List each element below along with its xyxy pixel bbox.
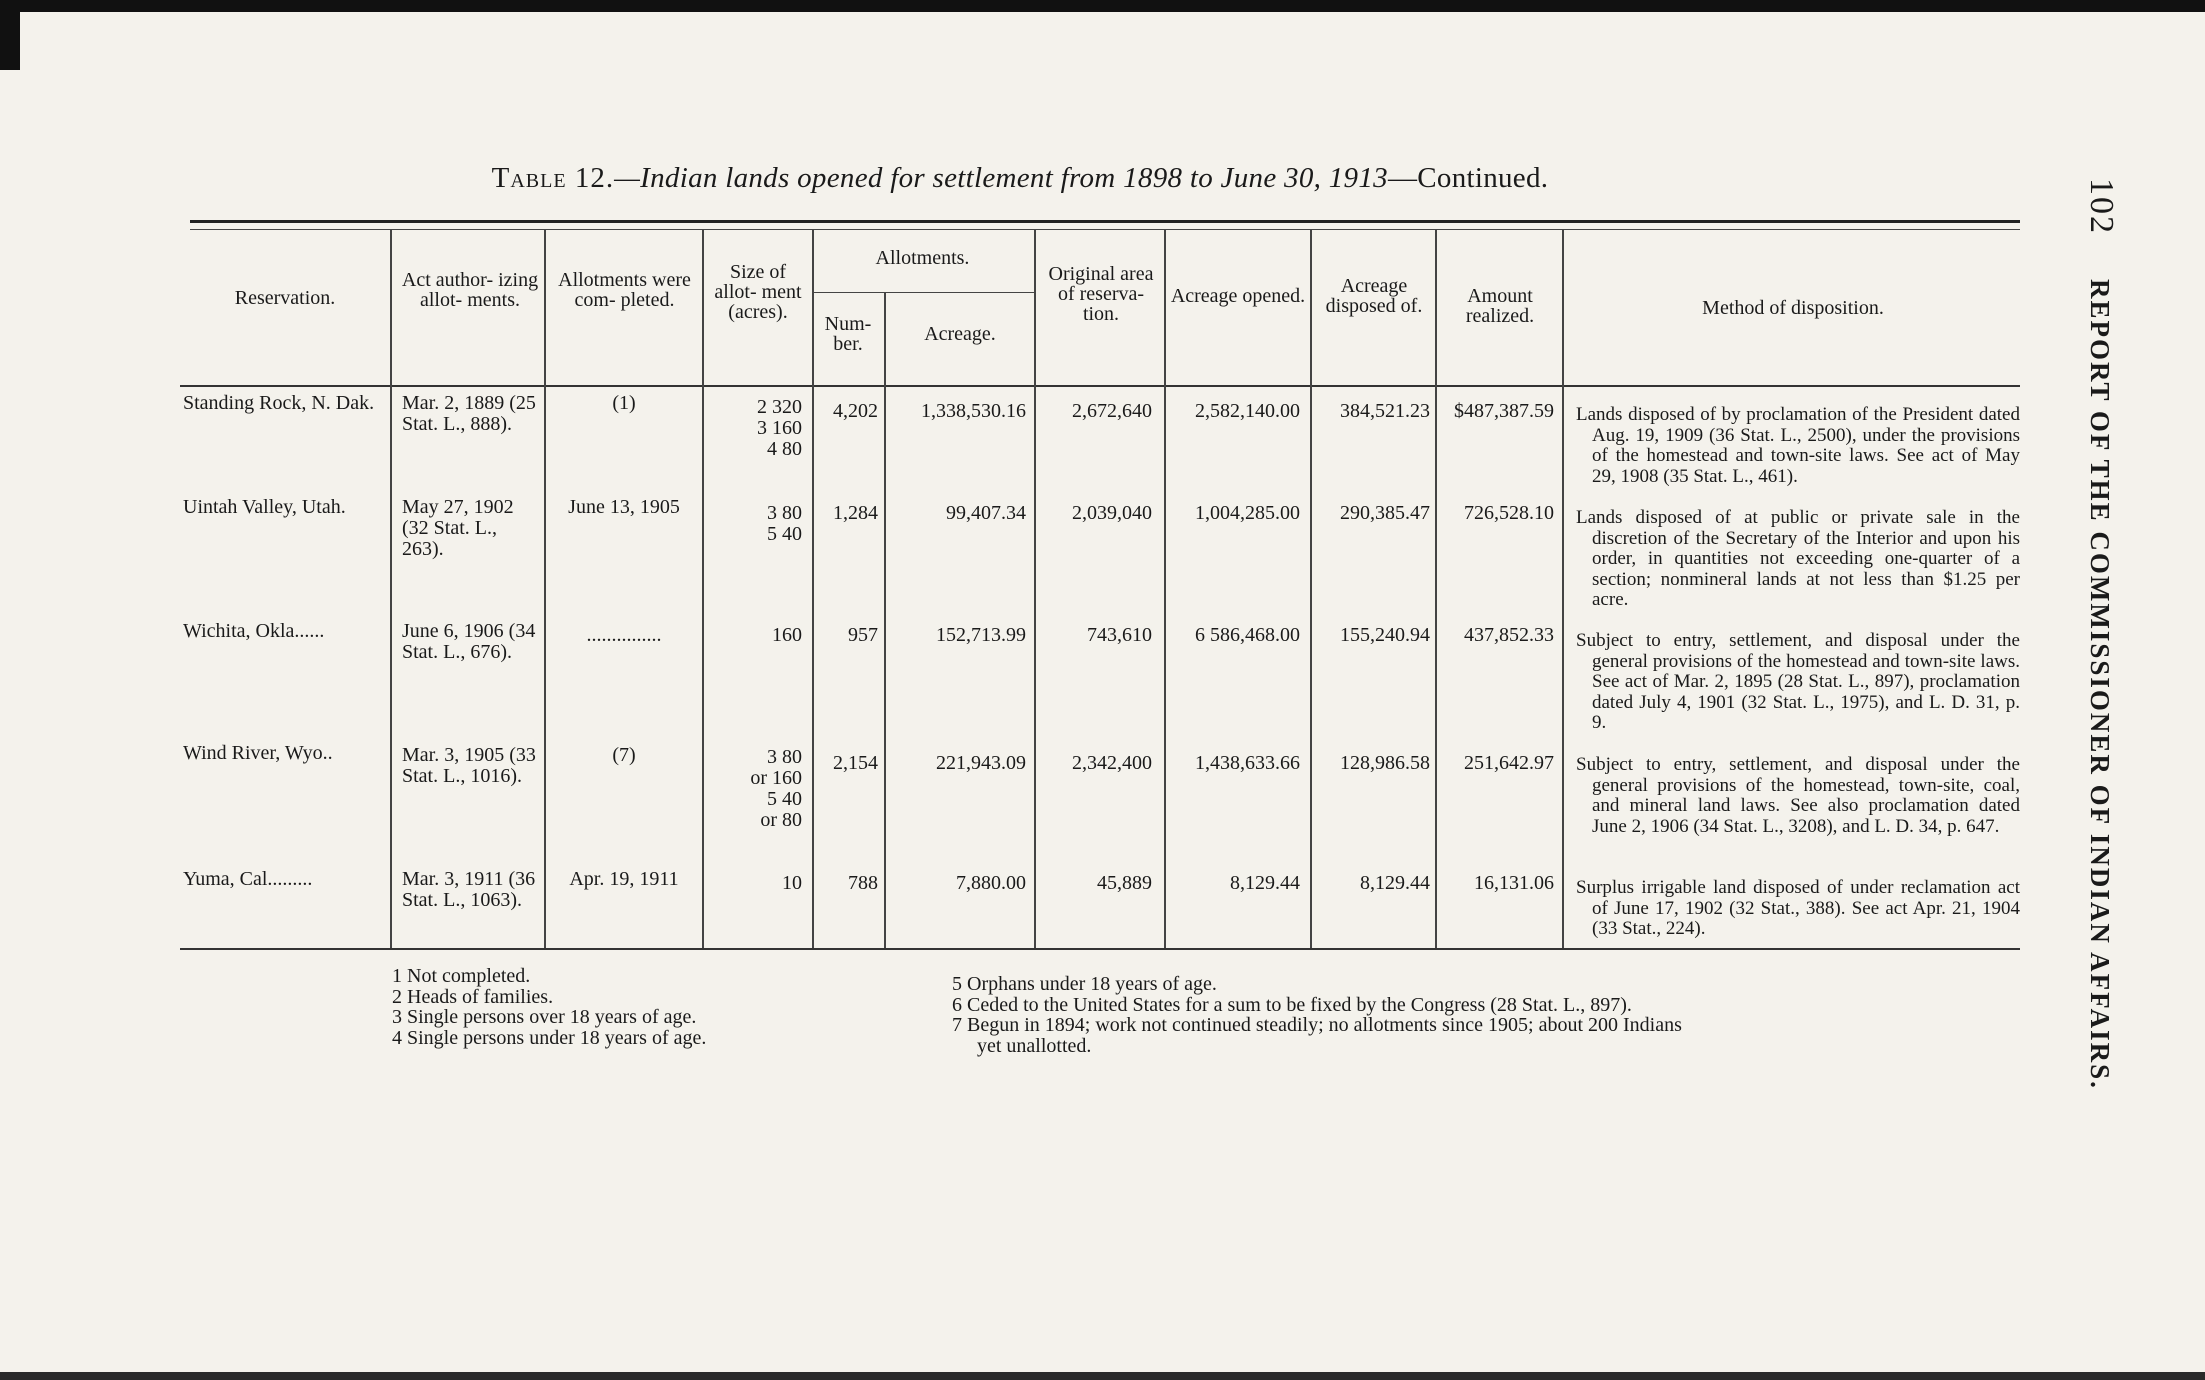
table-row-act: May 27, 1902 (32 Stat. L., 263). bbox=[402, 496, 514, 560]
footnotes-right bbox=[952, 974, 1682, 1056]
table-row-act: Mar. 3, 1911 (36 Stat. L., 1063). bbox=[402, 868, 536, 911]
table-row-completed: (1) bbox=[612, 392, 636, 414]
table-row-act: June 6, 1906 (34 Stat. L., 676). bbox=[402, 620, 536, 663]
table-top-rule-thin bbox=[190, 229, 2020, 230]
table-row-opened: 6 586,468.00 bbox=[1195, 624, 1300, 646]
allotments-subheader-rule bbox=[812, 292, 1034, 293]
table-row-opened: 1,004,285.00 bbox=[1195, 502, 1300, 524]
table-row-reservation: Uintah Valley, Utah. bbox=[183, 496, 346, 518]
table-row-completed: Apr. 19, 1911 bbox=[569, 868, 679, 890]
table-row-size: 160 bbox=[772, 624, 802, 646]
header-number: Num- ber. bbox=[824, 313, 872, 355]
header-rule bbox=[180, 385, 2020, 387]
table-row-act: Mar. 3, 1905 (33 Stat. L., 1016). bbox=[402, 744, 536, 787]
header-amount-realized: Amount realized. bbox=[1465, 285, 1535, 327]
header-size: Size of allot- ment (acres). bbox=[714, 261, 802, 323]
footnote: 7 Begun in 1894; work not continued steadily; no allotments since 1905; about 200 Indians bbox=[952, 1014, 1682, 1036]
table-row-amount: $487,387.59 bbox=[1454, 400, 1554, 422]
scan-bottom-border bbox=[0, 1372, 2205, 1380]
table-row-amount: 437,852.33 bbox=[1464, 624, 1554, 646]
table-row-acreage: 99,407.34 bbox=[946, 502, 1026, 524]
table-row-number: 957 bbox=[848, 624, 878, 646]
table-row-method: Subject to entry, settlement, and disposal under the general provisions of the homestead, town-site, coal, and mineral land laws. See also proclamation dated June 2, 1906 (34 Stat. L., 3208), and L. D. 34, p. 647. bbox=[1576, 754, 2020, 837]
table-title: Table 12.—Indian lands opened for settlement from 1898 to June 30, 1913—Continued. bbox=[491, 162, 1549, 194]
header-completed: Allotments were com- pleted. bbox=[558, 269, 691, 311]
table-row-size: 3 80 or 160 5 40 or 80 bbox=[750, 746, 802, 831]
running-head bbox=[2080, 178, 2120, 1148]
table-row-disposed: 384,521.23 bbox=[1340, 400, 1430, 422]
table-row-acreage: 152,713.99 bbox=[936, 624, 1026, 646]
table-row-original: 2,672,640 bbox=[1072, 400, 1152, 422]
table-bottom-rule bbox=[180, 948, 2020, 950]
table-row-number: 1,284 bbox=[833, 502, 878, 524]
table-row-size: 2 320 3 160 4 80 bbox=[757, 396, 802, 460]
table-row-acreage: 1,338,530.16 bbox=[921, 400, 1026, 422]
table-row-reservation: Yuma, Cal......... bbox=[183, 868, 313, 890]
table-row-act: Mar. 2, 1889 (25 Stat. L., 888). bbox=[402, 392, 536, 435]
column-divider bbox=[1034, 230, 1036, 948]
footnote: 6 Ceded to the United States for a sum to be fixed by the Congress (28 Stat. L., 897). bbox=[952, 993, 1632, 1016]
header-act: Act author- izing allot- ments. bbox=[401, 269, 539, 311]
table-row-number: 2,154 bbox=[833, 752, 878, 774]
table-row-opened: 1,438,633.66 bbox=[1195, 752, 1300, 774]
footnote: yet unallotted. bbox=[977, 1034, 1092, 1057]
table-row-completed: ............... bbox=[586, 625, 662, 646]
footnote: 3 Single persons over 18 years of age. bbox=[392, 1006, 697, 1028]
column-divider bbox=[390, 230, 392, 948]
table-row-reservation: Wichita, Okla...... bbox=[183, 620, 325, 642]
table-row-completed: June 13, 1905 bbox=[568, 496, 680, 518]
table-row-method: Subject to entry, settlement, and disposal under the general provisions of the homestead and town-site laws. See act of Mar. 2, 1895 (28 Stat. L., 897), proclamation dated July 4, 1901 (32 Stat. L., 1975), and L. D. 31, p. 9. bbox=[1576, 630, 2020, 733]
table-row-disposed: 8,129.44 bbox=[1360, 872, 1430, 894]
table-row-method: Surplus irrigable land disposed of under reclamation act of June 17, 1902 (32 Stat., 388). See act Apr. 21, 1904 (33 Stat., 224). bbox=[1576, 877, 2020, 939]
table-row-original: 2,039,040 bbox=[1072, 502, 1152, 524]
table-row-reservation: Standing Rock, N. Dak. bbox=[183, 392, 375, 414]
table-row-size: 3 80 5 40 bbox=[767, 502, 802, 545]
table-row-acreage: 7,880.00 bbox=[956, 872, 1026, 894]
table-row-amount: 16,131.06 bbox=[1474, 872, 1554, 894]
table-row-opened: 8,129.44 bbox=[1230, 872, 1300, 894]
table-top-rule bbox=[190, 220, 2020, 223]
header-method: Method of disposition. bbox=[1702, 297, 1884, 319]
table-row-method: Lands disposed of by proclamation of the President dated Aug. 19, 1909 (36 Stat. L., 2500), under the provisions of the homestead and town-site laws. See act of May 29, 1908 (35 Stat. L., 461). bbox=[1576, 404, 2020, 487]
footnote: 2 Heads of families. bbox=[392, 985, 554, 1008]
table-row-amount: 726,528.10 bbox=[1464, 502, 1554, 524]
table-row-disposed: 155,240.94 bbox=[1340, 624, 1430, 646]
table-row-original: 743,610 bbox=[1087, 624, 1152, 646]
header-allotments: Allotments. bbox=[875, 247, 970, 269]
table-row-number: 788 bbox=[848, 872, 878, 894]
column-divider bbox=[702, 230, 704, 948]
footnotes-left bbox=[392, 966, 706, 1048]
footnote: 5 Orphans under 18 years of age. bbox=[952, 973, 1217, 995]
table-row-reservation: Wind River, Wyo.. bbox=[183, 742, 333, 764]
table-row-amount: 251,642.97 bbox=[1464, 752, 1554, 774]
table-row-opened: 2,582,140.00 bbox=[1195, 400, 1300, 422]
column-divider bbox=[1435, 230, 1437, 948]
header-acreage-opened: Acreage opened. bbox=[1170, 285, 1306, 307]
table-row-disposed: 290,385.47 bbox=[1340, 502, 1430, 524]
running-head-text: REPORT OF THE COMMISSIONER OF INDIAN AFFAIRS. bbox=[2085, 279, 2115, 1090]
table-row-completed: (7) bbox=[612, 744, 636, 766]
header-acreage-disposed: Acreage disposed of. bbox=[1325, 275, 1423, 317]
table-row-original: 45,889 bbox=[1097, 872, 1152, 894]
table-row-disposed: 128,986.58 bbox=[1340, 752, 1430, 774]
table-row-size: 10 bbox=[782, 872, 802, 894]
table-row-method: Lands disposed of at public or private sale in the discretion of the Secretary of the Interior and upon his order, in quantities not exceeding one-quarter of a section; nonmineral lands at not less than $1.25 per acre. bbox=[1576, 507, 2020, 610]
table-row-number: 4,202 bbox=[833, 400, 878, 422]
column-divider bbox=[884, 292, 886, 948]
table-row-original: 2,342,400 bbox=[1072, 752, 1152, 774]
column-divider bbox=[544, 230, 546, 948]
column-divider bbox=[1164, 230, 1166, 948]
scan-corner-border bbox=[0, 0, 20, 70]
header-original-area: Original area of reserva- tion. bbox=[1048, 263, 1154, 325]
footnote: 1 Not completed. bbox=[392, 965, 531, 987]
column-divider bbox=[1562, 230, 1564, 948]
column-divider bbox=[1310, 230, 1312, 948]
table-row-acreage: 221,943.09 bbox=[936, 752, 1026, 774]
header-reservation: Reservation. bbox=[234, 287, 336, 309]
footnote: 4 Single persons under 18 years of age. bbox=[392, 1026, 707, 1049]
scan-top-border bbox=[0, 0, 2205, 12]
page-number: 102 bbox=[2083, 178, 2120, 235]
header-acreage: Acreage. bbox=[924, 323, 996, 345]
